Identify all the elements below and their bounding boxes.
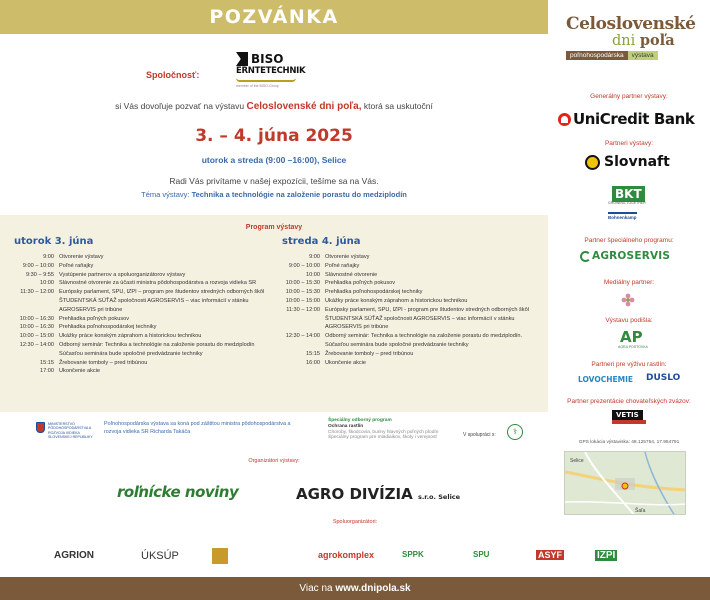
sidebar-partners	[548, 0, 710, 577]
vetis-underline	[612, 420, 646, 424]
schedule-activity: ŠTUDENTSKÁ SÚŤAŽ spoločnosti AGROSERVIS – viac informácií v stánku AGROSERVIS pri tribúne	[325, 315, 515, 331]
schedule-activity: Slávnostné otvorenie	[325, 271, 378, 278]
day1-schedule	[4, 253, 276, 376]
schedule-activity: Otvorenie výstavy	[59, 254, 104, 260]
program-section	[0, 215, 548, 412]
special-program	[328, 418, 458, 441]
media-partner-flower-icon	[621, 293, 635, 307]
schedule-time: 10:00 – 15:30	[285, 280, 320, 287]
rolnicke-noviny-logo: roľnícke noviny	[117, 483, 239, 501]
invitation-before: si Vás dovoľuje pozvať na výstavu	[115, 101, 245, 111]
special-program-subtitle: Ochrana rastlín	[328, 423, 364, 429]
schedule-row	[4, 253, 276, 262]
agroservis-logo	[580, 250, 670, 262]
patronage-text: Poľnohospodárska výstava sa koná pod záštitou ministra pôdohospodárstva a rozvoja vidieka SR Richarda Takáča	[104, 421, 291, 435]
schedule-row	[270, 279, 546, 288]
footer-banner	[0, 577, 710, 600]
schedule-time: 9:00	[43, 254, 54, 260]
schedule-time: 12:30 – 14:00	[19, 341, 54, 348]
schedule-row	[270, 288, 546, 297]
biso-mark-icon	[236, 52, 248, 66]
agroservis-name: AGROSERVIS	[592, 250, 671, 262]
schedule-row	[4, 262, 276, 271]
schedule-row	[270, 350, 546, 359]
ministry-name: MINISTERSTVO PÔDOHOSPODÁRSTVA A ROZVOJA VIDIEKA SLOVENSKEJ REPUBLIKY	[48, 422, 93, 439]
event-brand-logo	[566, 14, 706, 60]
media-partner-label: Mediálny partner:	[603, 279, 655, 286]
biso-logo	[236, 52, 306, 106]
brand-line3a: poľnohospodárska	[566, 51, 628, 60]
schedule-activity: ŠTUDENTSKÁ SÚŤAŽ spoločnosti AGROSERVIS – viac informácií v stánku AGROSERVIS pri tribúne	[59, 297, 249, 313]
ap-logo: AP	[620, 328, 643, 346]
spu-logo: SPU	[473, 550, 490, 559]
schedule-time: 12:30 – 14:00	[285, 333, 320, 340]
izpi-logo: IZPI	[597, 550, 616, 561]
header-banner	[0, 0, 548, 34]
brand-line1: Celoslovenské	[566, 14, 696, 34]
schedule-row	[270, 262, 546, 271]
agro-divizia-logo	[296, 485, 460, 503]
schedule-activity: Európsky parlament, SPU, IZPI – program pre študentov stredných odborných škôl	[59, 289, 265, 296]
agro-divizia-suffix: s.r.o. Selice	[417, 493, 461, 501]
agroservis-mark-icon	[580, 251, 591, 262]
ministry-logo	[36, 422, 104, 439]
schedule-activity: Ukončenie akcie	[325, 359, 367, 366]
map-label: Šaľa	[635, 508, 646, 514]
organizers-label: Organizátori výstavy:	[248, 458, 300, 464]
schedule-time: 10:00 – 15:00	[285, 297, 320, 304]
day2-schedule	[270, 253, 546, 367]
theme-line	[0, 190, 548, 199]
schedule-time: 9:00	[309, 254, 320, 260]
schedule-time: 11:30 – 12:00	[286, 306, 320, 313]
schedule-time: 16:00	[306, 359, 320, 366]
theme-value: Technika a technológie na založenie porastu do medziplodín	[191, 190, 407, 199]
uksup-logo: ÚKSÚP	[141, 550, 179, 562]
schedule-activity: Ukážky práce konským záprahom a historickou technikou	[325, 297, 468, 304]
schedule-activity: Žrebovanie tomboly – pred tribúnou	[59, 359, 148, 366]
livestock-label: Partner prezentácie chovateľských zvázov:	[567, 398, 691, 405]
schedule-activity: Prehliadka poľnohospodárskej techniky	[59, 324, 157, 331]
brand-line3	[566, 51, 706, 60]
duslo-logo: DUSLO	[646, 373, 681, 383]
location-map[interactable]	[564, 451, 686, 515]
agrion-logo: AGRION	[54, 550, 94, 561]
schedule-time: 10:00 – 15:30	[285, 289, 320, 296]
company-label: Spoločnosť:	[146, 70, 200, 80]
schedule-activity: Poľné raňajky	[59, 262, 94, 269]
schedule-row	[270, 271, 546, 280]
patronage-strip	[0, 412, 548, 454]
agro-divizia-name: AGRO DIVÍZIA	[296, 485, 413, 503]
schedule-time: 17:00	[40, 368, 54, 375]
schedule-row	[4, 271, 276, 280]
program-title: Program výstavy	[245, 224, 303, 231]
sppk-logo: SPPK	[402, 550, 424, 559]
schedule-row	[270, 332, 546, 350]
page-title: POZVÁNKA	[209, 6, 339, 28]
special-program-line: Choroby, škodcovia, buriny hlavných poľných plodín	[328, 429, 439, 435]
schedule-row	[270, 315, 546, 333]
schedule-activity: Vystúpenie partnerov a spoluorganizátorov výstavy	[59, 271, 186, 278]
slovak-crest-icon	[36, 422, 45, 433]
schedule-row	[270, 297, 546, 306]
bkt-tagline: GROWING TOGETHER	[608, 201, 646, 205]
schedule-row	[4, 323, 276, 332]
schedule-time: 15:15	[306, 350, 320, 357]
schedule-time	[270, 315, 325, 333]
schedule-time: 9:00 – 10:00	[22, 262, 54, 269]
general-partner-label: Generálny partner výstavy:	[590, 93, 668, 100]
bkt-logo: BKT	[612, 186, 645, 202]
schedule-row	[4, 341, 276, 359]
footer-prefix: Viac na	[299, 583, 333, 594]
schedule-row	[270, 306, 546, 315]
schedule-activity: Žrebovanie tomboly – pred tribúnou	[325, 350, 414, 357]
schedule-time	[4, 297, 59, 315]
schedule-time: 11:30 – 12:00	[20, 289, 54, 296]
brand-line2b: poľa	[639, 32, 675, 49]
booth-label: Výstavu podišla:	[605, 317, 653, 324]
biso-tagline: member of the BISO-Group	[236, 84, 279, 88]
event-date-sub: utorok a streda (9:00 –16:00), Selice	[201, 155, 347, 165]
schedule-activity: Ukončenie akcie	[59, 368, 101, 375]
schedule-time: 9:00 – 10:00	[288, 262, 320, 269]
unicredit-name: UniCredit Bank	[573, 110, 695, 128]
unicredit-logo	[558, 110, 694, 128]
map-label: Selice	[570, 458, 584, 464]
special-partner-label: Partner špeciálneho programu:	[584, 237, 674, 244]
schedule-row	[4, 367, 276, 376]
map-graphic	[565, 452, 686, 515]
theme-label: Téma výstavy:	[141, 190, 190, 199]
schedule-row	[4, 279, 276, 288]
schedule-row	[4, 315, 276, 324]
schedule-activity: Poľné raňajky	[325, 262, 360, 269]
gps-location: GPS lokácia výstaviska: 48.125754, 17.954791	[578, 440, 680, 445]
cooperation-partner-icon: ⚕	[507, 424, 523, 440]
schedule-row	[4, 359, 276, 368]
schedule-time: 10:00	[40, 280, 54, 287]
partners-label: Partneri výstavy:	[604, 140, 654, 147]
coorganizers-label: Spoluorganizátori:	[332, 519, 378, 525]
biso-logo-top: BISO	[251, 52, 284, 66]
special-program-line: Špeciálny program pre mladiaikov, školy i verejnosť	[328, 435, 438, 441]
schedule-activity: Prehliadka poľnohospodárskej techniky	[325, 289, 423, 296]
slovnaft-logo	[585, 154, 670, 170]
schedule-row	[270, 359, 546, 368]
schedule-row	[270, 253, 546, 262]
lovochemie-logo: LOVOCHEMIE	[578, 375, 634, 384]
schedule-activity: Prehliadka poľných pokusov	[59, 315, 130, 322]
unicredit-mark-icon	[558, 113, 571, 126]
nutrition-label: Partneri pre výživu rastlín:	[591, 361, 667, 368]
invitation-line	[0, 101, 548, 112]
schedule-time: 10:00	[306, 271, 320, 278]
slovnaft-name: Slovnaft	[604, 154, 670, 170]
brand-line3b: výstava	[628, 51, 658, 60]
schedule-time: 10:00 – 16:30	[19, 315, 54, 322]
agrokomplex-logo: agrokomplex	[318, 550, 375, 560]
invitation-event: Celoslovenské dni poľa,	[246, 101, 362, 112]
schedule-row	[4, 297, 276, 315]
ap-tagline: AGRA POSTOVKA	[618, 345, 648, 349]
schedule-time: 10:00 – 16:30	[19, 324, 54, 331]
special-program-title: Špeciálny odborný program	[328, 418, 392, 423]
schedule-activity: Európsky parlament, SPU, IZPI - program pre študentov stredných odborných škôl	[325, 306, 529, 313]
schedule-row	[4, 288, 276, 297]
cooperation-label: V spolupráci s:	[463, 432, 496, 438]
footer-link[interactable]: www.dnipola.sk	[335, 583, 411, 594]
schedule-activity: Prehliadka poľných pokusov	[325, 280, 396, 287]
schedule-activity: Otvorenie výstavy	[325, 254, 370, 260]
welcome-text: Radi Vás privítame v našej expozícii, tešíme sa na Vás.	[169, 176, 379, 186]
brand-line2	[612, 32, 706, 49]
biso-logo-bottom: ERNTETECHNIK	[236, 66, 306, 76]
schedule-activity: Ukážky práce konským záprahom a historickou technikou	[59, 333, 202, 340]
bohnenkamp-logo: Bohnenkamp	[608, 212, 637, 220]
nppc-logo-icon	[212, 548, 228, 564]
biso-swoosh-icon	[236, 78, 296, 82]
event-date: 3. – 4. júna 2025	[195, 126, 353, 146]
schedule-time: 15:15	[40, 359, 54, 366]
asyf-logo: ASYF	[538, 550, 563, 560]
day1-heading: utorok 3. júna	[14, 236, 94, 247]
day2-heading: streda 4. júna	[282, 236, 361, 247]
schedule-activity: Odborný seminár: Technika a technológie na založenie porastu do medziplodín Súčasťou seminára bude spoločné predvádzanie techniky	[59, 341, 255, 357]
brand-line2a: dni	[612, 33, 636, 49]
organizers-section	[0, 458, 548, 516]
schedule-activity: Odborný seminár: Technika a technológie na založenie porastu do medziplodín. Súčasťou seminára bude spoločné predvádzanie techniky	[325, 333, 523, 348]
invitation-after: ktorá sa uskutoční	[363, 101, 433, 111]
schedule-activity: Slávnostné otvorenie za účasti ministra pôdohospodárstva a rozvoja vidieka SR	[59, 280, 257, 287]
slovnaft-mark-icon	[585, 155, 600, 170]
schedule-time: 9:30 – 9:55	[26, 271, 54, 278]
schedule-row	[4, 332, 276, 341]
schedule-time: 10:00 – 15:00	[19, 333, 54, 340]
vetis-logo: VETIS	[612, 410, 643, 420]
